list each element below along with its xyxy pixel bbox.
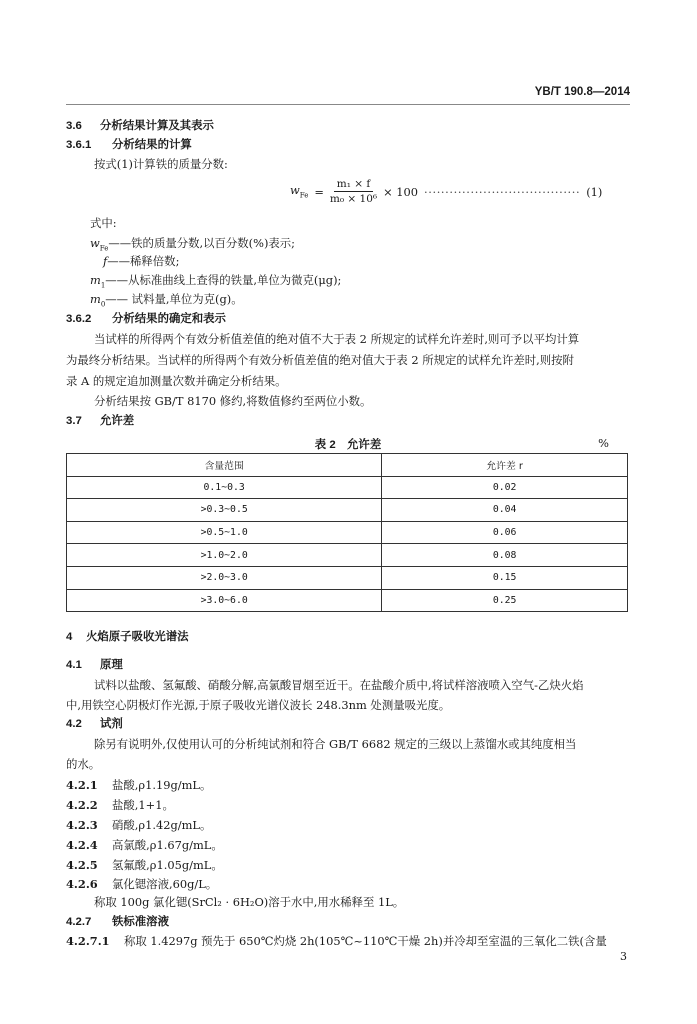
section-number: 3.6.2 — [66, 313, 92, 325]
tolerance-cell: 0.04 — [382, 499, 628, 522]
reagent-detail: 称取 100g 氯化锶(SrCl₂ · 6H₂O)溶于水中,用水稀释至 1L。 — [94, 895, 405, 909]
reagent-number: 4.2.6 — [66, 877, 98, 891]
tolerance-cell: 0.06 — [382, 521, 628, 544]
header-content-range: 含量范围 — [67, 454, 382, 477]
section-number: 4.2.7.1 — [66, 934, 110, 948]
reagent-item — [66, 797, 630, 813]
tolerance-cell: 0.02 — [382, 476, 628, 499]
reagent-text: 硝酸,ρ1.42g/mL。 — [112, 818, 212, 832]
section-3-6-2-heading — [66, 311, 630, 327]
paragraph-text: 称取 1.4297g 预先于 650℃灼烧 2h(105℃~110℃干燥 2h)并冷却至室温的三氧化二铁(含量 — [124, 934, 607, 948]
paragraph-line: 当试样的所得两个有效分析值差值的绝对值不大于表 2 所规定的试样允许差时,则可予以平均计算 — [94, 332, 580, 346]
reagent-number: 4.2.3 — [66, 818, 98, 832]
standard-number: YB/T 190.8—2014 — [534, 86, 630, 98]
range-cell: >3.0~6.0 — [67, 589, 382, 612]
page-number: 3 — [620, 950, 627, 963]
section-title: 铁标准溶液 — [112, 916, 169, 928]
range-cell: >1.0~2.0 — [67, 544, 382, 567]
where-lead: 式中: — [90, 216, 117, 230]
section-title: 试剂 — [100, 718, 123, 730]
table-row — [67, 589, 628, 612]
section-number: 4 — [66, 631, 73, 643]
reagent-text: 氢氟酸,ρ1.05g/mL。 — [112, 858, 223, 872]
section-4-1-heading — [66, 657, 630, 673]
paragraph-line: 除另有说明外,仅使用认可的分析纯试剂和符合 GB/T 6682 规定的三级以上蒸馏水或其纯度相当 — [94, 737, 577, 751]
reagent-item — [66, 817, 630, 833]
section-3-6-heading — [66, 118, 630, 134]
reagent-item — [66, 837, 630, 853]
section-title: 分析结果计算及其表示 — [100, 120, 214, 132]
formula-intro: 按式(1)计算铁的质量分数: — [94, 157, 228, 171]
formula-number: (1) — [586, 184, 603, 199]
reagent-text: 氯化锶溶液,60g/L。 — [112, 877, 218, 891]
section-title: 分析结果的确定和表示 — [112, 313, 226, 325]
table-row — [67, 476, 628, 499]
tolerance-cell: 0.25 — [382, 589, 628, 612]
formula-tail: × 100 — [383, 184, 419, 199]
reagent-number: 4.2.2 — [66, 798, 98, 812]
formula-1 — [290, 178, 602, 205]
reagent-number: 4.2.1 — [66, 778, 98, 792]
section-number: 3.6 — [66, 120, 82, 132]
tolerance-table — [66, 453, 628, 612]
tolerance-cell: 0.15 — [382, 566, 628, 589]
reagent-item — [66, 876, 630, 892]
table-row — [67, 566, 628, 589]
paragraph-line: 试料以盐酸、氢氟酸、硝酸分解,高氯酸冒烟至近干。在盐酸介质中,将试样溶液喷入空气-乙炔火焰 — [94, 678, 584, 692]
section-4-heading — [66, 628, 189, 644]
def-f: f——稀释倍数; — [103, 254, 180, 268]
reagent-item — [66, 777, 630, 793]
def-w-fe: $w_{Fe}——$铁的质量分数,以百分数(%)表示; — [90, 236, 296, 253]
paragraph-line: 为最终分析结果。当试样的所得两个有效分析值差值的绝对值大于表 2 所规定的试样允许差时,则按附 — [66, 353, 574, 367]
formula-lhs: $w_{Fe}$ — [290, 183, 309, 200]
formula-equals: = — [314, 184, 324, 199]
reagent-text: 盐酸,1+1。 — [112, 798, 174, 812]
table-header-row — [67, 454, 628, 477]
section-4-2-7-heading — [66, 914, 630, 930]
section-number: 3.6.1 — [66, 139, 92, 151]
table-row — [67, 521, 628, 544]
formula-denominator: m₀ × 10⁶ — [329, 193, 378, 205]
def-m1: $m_1——$从标准曲线上查得的铁量,单位为微克(μg); — [90, 273, 342, 290]
section-number: 4.2 — [66, 718, 82, 730]
section-title: 原理 — [100, 659, 123, 671]
formula-numerator: m₁ × f — [334, 178, 374, 192]
section-number: 4.1 — [66, 659, 82, 671]
paragraph-line: 中,用铁空心阴极灯作光源,于原子吸收光谱仪波长 248.3nm 处测量吸光度。 — [66, 698, 451, 712]
tolerance-cell: 0.08 — [382, 544, 628, 567]
paragraph-line: 分析结果按 GB/T 8170 修约,将数值修约至两位小数。 — [94, 394, 372, 408]
table-unit: % — [598, 436, 609, 450]
header-rule — [66, 104, 630, 105]
formula-fraction — [330, 178, 377, 205]
section-number: 3.7 — [66, 415, 82, 427]
range-cell: >0.3~0.5 — [67, 499, 382, 522]
paragraph-line: 的水。 — [66, 757, 101, 771]
section-4-2-7-1 — [66, 933, 630, 949]
section-number: 4.2.7 — [66, 916, 92, 928]
reagent-text: 高氯酸,ρ1.67g/mL。 — [112, 838, 223, 852]
range-cell: >0.5~1.0 — [67, 521, 382, 544]
table-row — [67, 544, 628, 567]
section-title: 允许差 — [100, 415, 135, 427]
header-tolerance: 允许差 r — [382, 454, 628, 477]
reagent-item — [66, 857, 630, 873]
table-row — [67, 499, 628, 522]
table-caption: 表 2 允许差 — [314, 439, 382, 451]
paragraph-line: 录 A 的规定追加测量次数并确定分析结果。 — [66, 374, 287, 388]
formula-leader: ····································· — [424, 184, 581, 199]
section-4-2-heading — [66, 716, 630, 732]
section-title: 分析结果的计算 — [112, 139, 192, 151]
section-3-7-heading — [66, 413, 630, 429]
section-title: 火焰原子吸收光谱法 — [86, 631, 189, 643]
reagent-text: 盐酸,ρ1.19g/mL。 — [112, 778, 212, 792]
reagent-number: 4.2.5 — [66, 858, 98, 872]
range-cell: 0.1~0.3 — [67, 476, 382, 499]
range-cell: >2.0~3.0 — [67, 566, 382, 589]
reagent-number: 4.2.4 — [66, 838, 98, 852]
def-m0: $m_0——$ 试料量,单位为克(g)。 — [90, 292, 243, 309]
section-3-6-1-heading — [66, 137, 630, 153]
